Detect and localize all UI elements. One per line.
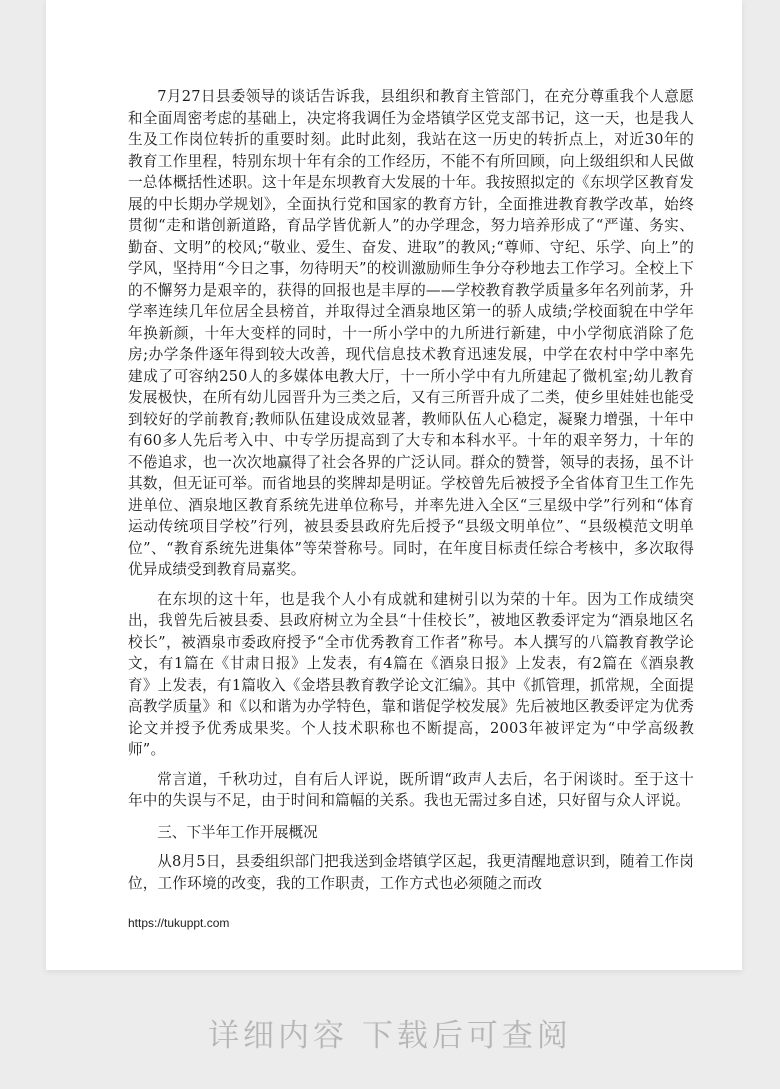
paragraph-2: 在东坝的这十年，也是我个人小有成就和建树引以为荣的十年。因为工作成绩突出，我曾先后被县委、县政府树立为全县“十佳校长”，被地区教委评定为“酒泉地区名校长”，被酒泉市委政府授予“全市优秀教育工作者”称号。本人撰写的八篇教育教学论文，有1篇在《甘肃日报》上发表，有4篇在《酒泉日报》上发表，有2篇在《酒泉教育》上发表，有1篇收入《金塔县教育教学论文汇编》。其中《抓管理，抓常规，全面提高教学质量》和《以和谐为办学特色，靠和谐促学校发展》先后被地区教委评定为优秀论文并授予优秀成果奖。个人技术职称也不断提高，2003年被评定为“中学高级教师”。 bbox=[128, 590, 694, 758]
document-page bbox=[46, 0, 742, 970]
download-prompt: 详细内容 下载后可查阅 bbox=[208, 1018, 572, 1054]
paragraph-4: 从8月5日，县委组织部门把我送到金塔镇学区起，我更清醒地意识到，随着工作岗位，工作环境的改变，我的工作职责，工作方式也必须随之而改 bbox=[128, 853, 694, 892]
source-url: https://tukuppt.com bbox=[128, 916, 230, 930]
section-heading: 三、下半年工作开展概况 bbox=[157, 823, 318, 841]
paragraph-3: 常言道，千秋功过，自有后人评说，既所谓“政声人去后，名于闲谈时。至于这十年中的失误与不足，由于时间和篇幅的关系。我也无需过多自述，只好留与众人评说。 bbox=[128, 770, 694, 809]
document-body bbox=[128, 86, 694, 894]
paragraph-1: 7月27日县委领导的谈话告诉我，县组织和教育主管部门，在充分尊重我个人意愿和全面周密考虑的基础上，决定将我调任为金塔镇学区党支部书记，这一天，也是我人生及工作岗位转折的重要时刻。此时此刻，我站在这一历史的转折点上，对近30年的教育工作里程，特别东坝十年有余的工作经历，不能不有所回顾，向上级组织和人民做一总体概括性述职。这十年是东坝教育大发展的十年。我按照拟定的《东坝学区教育发展的中长期办学规划》，全面执行党和国家的教育方针，全面推进教育教学改革，始终贯彻“走和谐创新道路，育品学皆优新人”的办学理念，努力培养形成了“严谨、务实、勤奋、文明”的校风;“敬业、爱生、奋发、进取”的教风;“尊师、守纪、乐学、向上”的学风，坚持用“今日之事，勿待明天”的校训激励师生争分夺秒地去工作学习。全校上下的不懈努力是艰辛的，获得的回报也是丰厚的——学校教育教学质量多年名列前茅，升学率连续几年位居全县榜首，并取得过全酒泉地区第一的骄人成绩;学校面貌在中学年年换新颜，十年大变样的同时，十一所小学中的九所进行新建，中小学彻底消除了危房;办学条件逐年得到较大改善，现代信息技术教育迅速发展，中学在农村中学中率先建成了可容纳250人的多媒体电教大厅，十一所小学中有九所建起了微机室;幼儿教育发展极快，在所有幼儿园晋升为三类之后，又有三所晋升成了二类，使乡里娃娃也能受到较好的学前教育;教师队伍建设成效显著，教师队伍人心稳定，凝聚力增强，十年中有60多人先后考入中、中专学历提高到了大专和本科水平。十年的艰辛努力，十年的不倦追求，也一次次地赢得了社会各界的广泛认同。群众的赞誉，领导的表扬，虽不计其数，但无证可举。而省地县的奖牌却是明证。学校曾先后被授予全省体育卫生工作先进单位、酒泉地区教育系统先进单位称号，并率先进入全区“三星级中学”行列和“体育运动传统项目学校”行列，被县委县政府先后授予“县级文明单位”、“县级模范文明单位”、“教育系统先进集体”等荣誉称号。同时，在年度目标责任综合考核中，多次取得优异成绩受到教育局嘉奖。 bbox=[128, 88, 694, 578]
